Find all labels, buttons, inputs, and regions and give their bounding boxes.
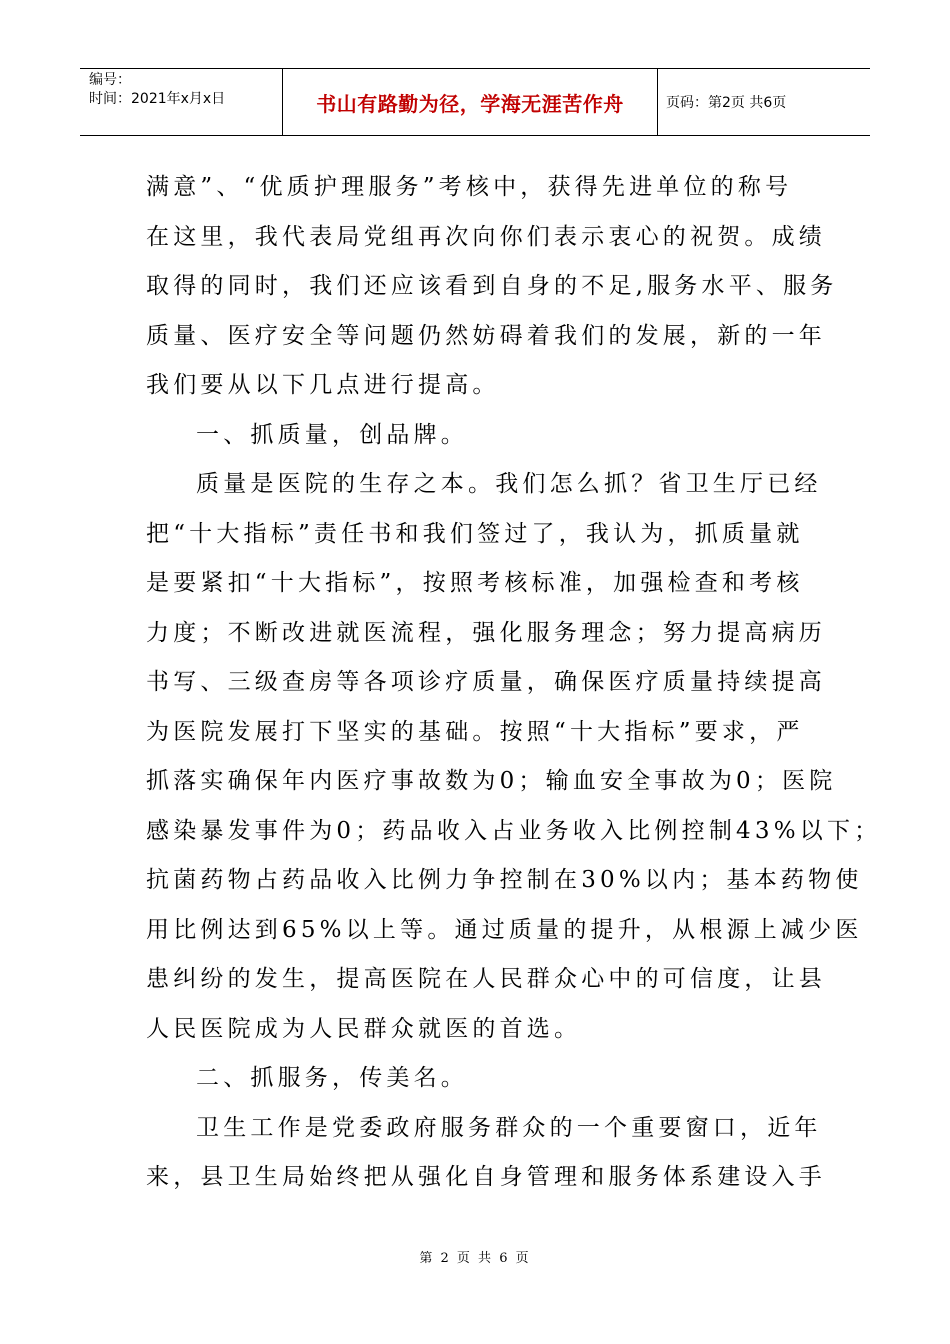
body-line: 抓落实确保年内医疗事故数为0；输血安全事故为0；医院	[146, 768, 837, 794]
page-footer: 第 2 页 共 6 页	[419, 1251, 531, 1266]
body-line: 我们要从以下几点进行提高。	[146, 372, 500, 398]
body-line: 是要紧扣“十大指标”，按照考核标准，加强检查和考核	[146, 570, 804, 596]
body-line: 取得的同时，我们还应该看到自身的不足,服务水平、服务	[146, 273, 838, 299]
header-motto: 书山有路勤为径，学海无涯苦作舟	[283, 69, 658, 135]
body-line: 书写、三级查房等各项诊疗质量，确保医疗质量持续提高	[146, 669, 826, 695]
document-body	[146, 163, 882, 1203]
time-label: 时间：2021年x月x日	[89, 91, 226, 107]
body-line: 来，县卫生局始终把从强化自身管理和服务体系建设入手	[146, 1164, 826, 1190]
body-line: 用比例达到65%以上等。通过质量的提升，从根源上减少医	[146, 916, 863, 943]
header-meta	[80, 69, 283, 135]
body-line: 患纠纷的发生，提高医院在人民群众心中的可信度，让县	[146, 966, 826, 992]
header-page-info: 页码：第2页 共6页	[666, 95, 787, 111]
section-heading: 一、抓质量，创品牌。	[196, 421, 468, 448]
body-line: 抗菌药物占药品收入比例力争控制在30%以内；基本药物使	[146, 867, 863, 893]
body-line: 在这里，我代表局党组再次向你们表示衷心的祝贺。成绩	[146, 223, 826, 250]
body-line: 为医院发展打下坚实的基础。按照“十大指标”要求，严	[146, 718, 804, 745]
body-line: 人民医院成为人民群众就医的首选。	[146, 1015, 582, 1042]
page-header	[80, 68, 870, 136]
body-line: 力度；不断改进就医流程，强化服务理念；努力提高病历	[146, 619, 826, 646]
section-heading: 二、抓服务，传美名。	[196, 1065, 468, 1091]
body-line: 质量、医疗安全等问题仍然妨碍着我们的发展，新的一年	[146, 322, 826, 349]
body-line: 把“十大指标”责任书和我们签过了，我认为，抓质量就	[146, 520, 804, 547]
body-line: 卫生工作是党委政府服务群众的一个重要窗口，近年	[196, 1114, 822, 1141]
body-line: 满意”、“优质护理服务”考核中，获得先进单位的称号	[146, 174, 793, 200]
number-label: 编号：	[89, 72, 131, 88]
body-line: 质量是医院的生存之本。我们怎么抓？省卫生厅已经	[196, 471, 822, 497]
body-line: 感染暴发事件为0；药品收入占业务收入比例控制43%以下；	[146, 817, 882, 844]
